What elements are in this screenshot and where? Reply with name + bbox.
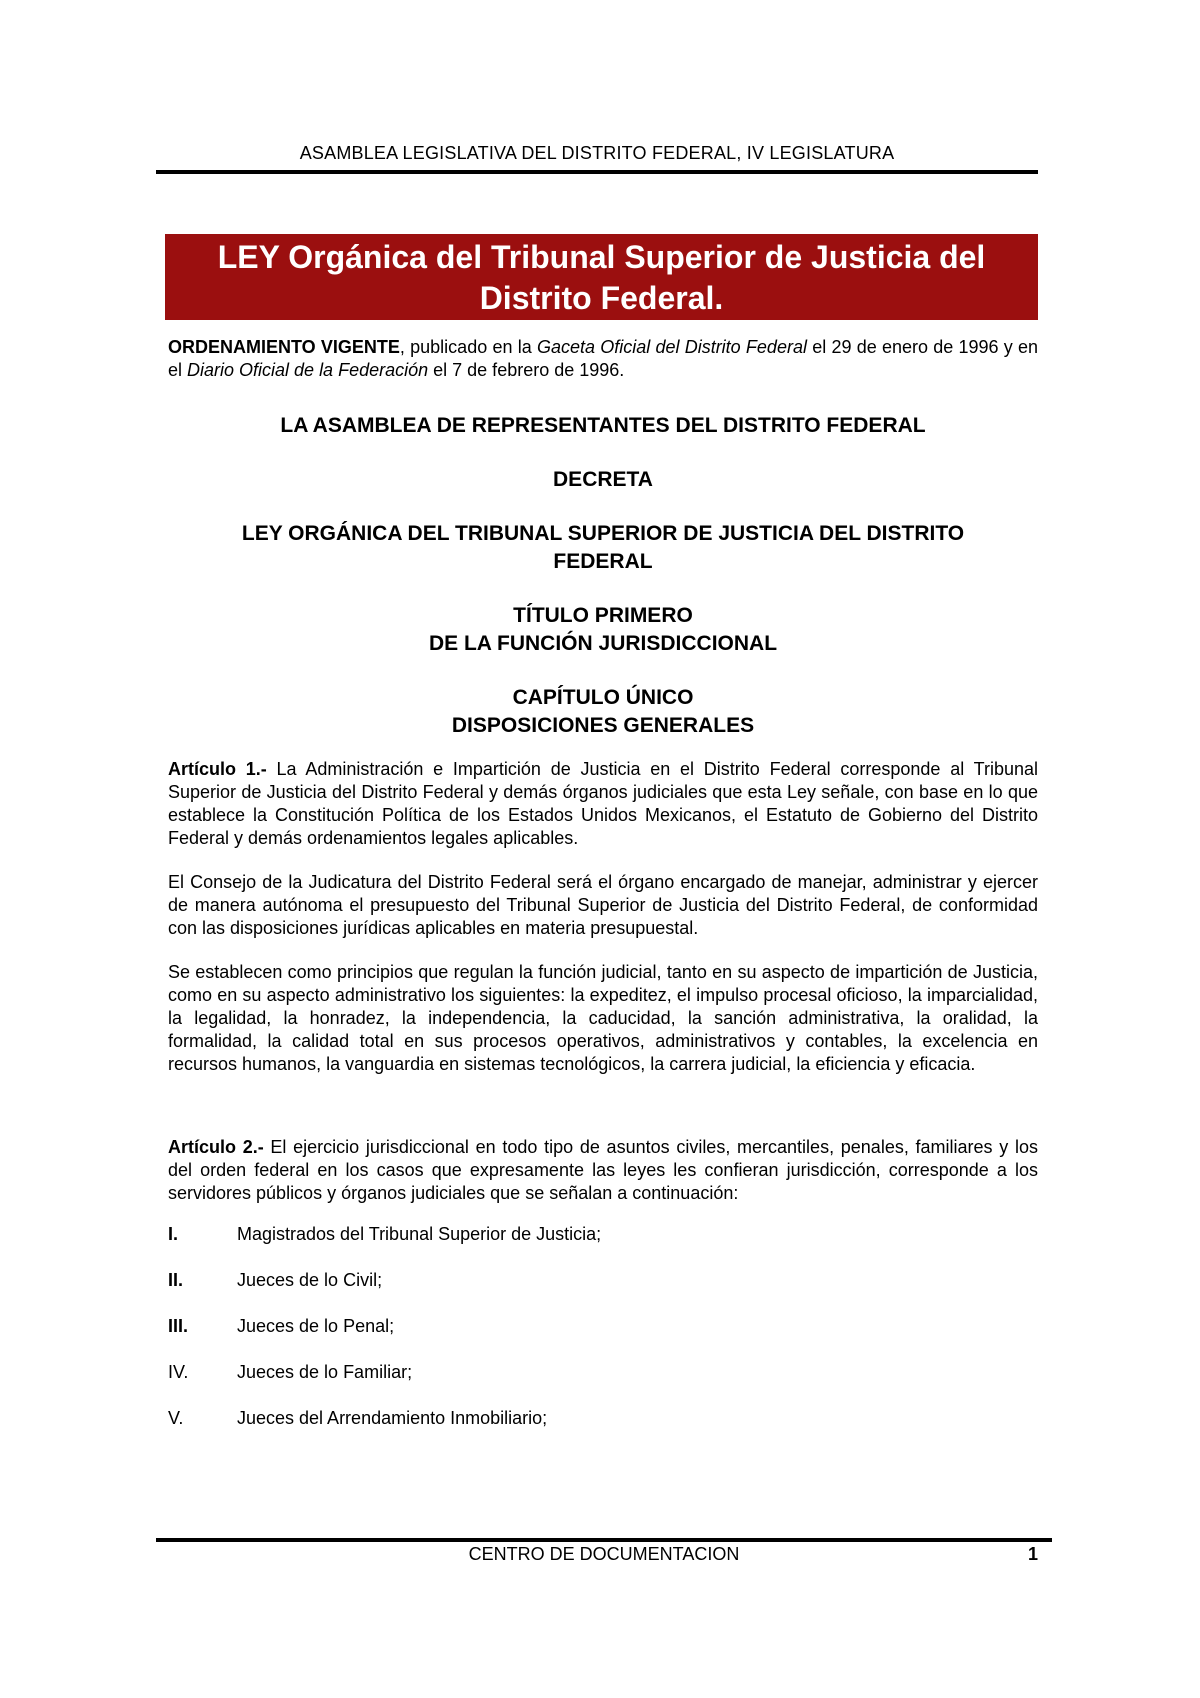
decreta-heading: DECRETA xyxy=(553,468,653,491)
capitulo-heading: CAPÍTULO ÚNICO DISPOSICIONES GENERALES xyxy=(451,686,755,737)
list-item: V. Jueces del Arrendamiento Inmobiliario; xyxy=(168,1408,548,1428)
title-line-1: LEY Orgánica del Tribunal Superior de Justicia del xyxy=(217,239,986,275)
gazette-name: Gaceta Oficial del Distrito Federal xyxy=(536,337,807,357)
article-1-paragraph-3: Se establecen como principios que regulan la función judicial, tanto en su aspecto de impartición de Justicia, como en su aspecto administrativo los siguientes: la expeditez, el impulso procesal oficioso, la imparcialidad, la legalidad, la honradez, la independencia, la caducidad, la sanción administrativa, la oralidad, la formalidad, la calidad total en sus procesos operativos, administrativos y contables, la excelencia en recursos humanos, la vanguardia en sistemas tecnológicos, la carrera judicial, la eficiencia y eficacia. xyxy=(168,962,1038,1074)
running-header: ASAMBLEA LEGISLATIVA DEL DISTRITO FEDERAL, IV LEGISLATURA xyxy=(299,143,895,163)
page-number: 1 xyxy=(1027,1544,1038,1564)
list-item: III. Jueces de lo Penal; xyxy=(168,1316,395,1336)
assembly-heading: LA ASAMBLEA DE REPRESENTANTES DEL DISTRITO FEDERAL xyxy=(280,414,926,437)
article-1-label: Artículo 1.- xyxy=(168,759,267,779)
footer-rule xyxy=(156,1538,1052,1542)
diario-name: Diario Oficial de la Federación xyxy=(187,360,429,380)
publication-status: ORDENAMIENTO VIGENTE xyxy=(168,337,400,357)
law-heading: LEY ORGÁNICA DEL TRIBUNAL SUPERIOR DE JUSTICIA DEL DISTRITO FEDERAL xyxy=(241,522,965,573)
list-item: IV. Jueces de lo Familiar; xyxy=(168,1362,413,1382)
header-rule xyxy=(156,170,1038,174)
article-2-list xyxy=(168,1223,1038,1453)
article-2-label: Artículo 2.- xyxy=(168,1137,264,1157)
publication-info: ORDENAMIENTO VIGENTE, publicado en la Gaceta Oficial del Distrito Federal el 29 de enero de 1996 y en el Diario Oficial de la Federación el 7 de febrero de 1996. xyxy=(168,337,1038,380)
footer-label: CENTRO DE DOCUMENTACION xyxy=(468,1544,740,1564)
list-item: I. Magistrados del Tribunal Superior de Justicia; xyxy=(168,1224,602,1244)
document-title-banner xyxy=(165,234,1038,320)
article-1-paragraph-2: El Consejo de la Judicatura del Distrito Federal será el órgano encargado de manejar, administrar y ejercer de manera autónoma el presupuesto del Tribunal Superior de Justicia del Distrito Federal, de conformidad con las disposiciones jurídicas aplicables en materia presupuestal. xyxy=(168,872,1038,938)
article-1: Artículo 1.- La Administración e Impartición de Justicia en el Distrito Federal corresponde al Tribunal Superior de Justicia del Distrito Federal y demás órganos judiciales que esta Ley señale, con base en lo que establece la Constitución Política de los Estados Unidos Mexicanos, el Estatuto de Gobierno del Distrito Federal y demás ordenamientos legales aplicables. xyxy=(168,759,1038,848)
title-line-2: Distrito Federal. xyxy=(479,280,724,316)
list-item: II. Jueces de lo Civil; xyxy=(168,1270,383,1290)
document-body xyxy=(168,336,1038,1453)
article-2: Artículo 2.- El ejercicio jurisdiccional en todo tipo de asuntos civiles, mercantiles, penales, familiares y los del orden federal en los casos que expresamente las leyes les confieran jurisdicción, corresponde a los servidores públicos y órganos judiciales que se señalan a continuación: xyxy=(168,1137,1038,1203)
titulo-heading: TÍTULO PRIMERO DE LA FUNCIÓN JURISDICCIONAL xyxy=(428,604,778,655)
